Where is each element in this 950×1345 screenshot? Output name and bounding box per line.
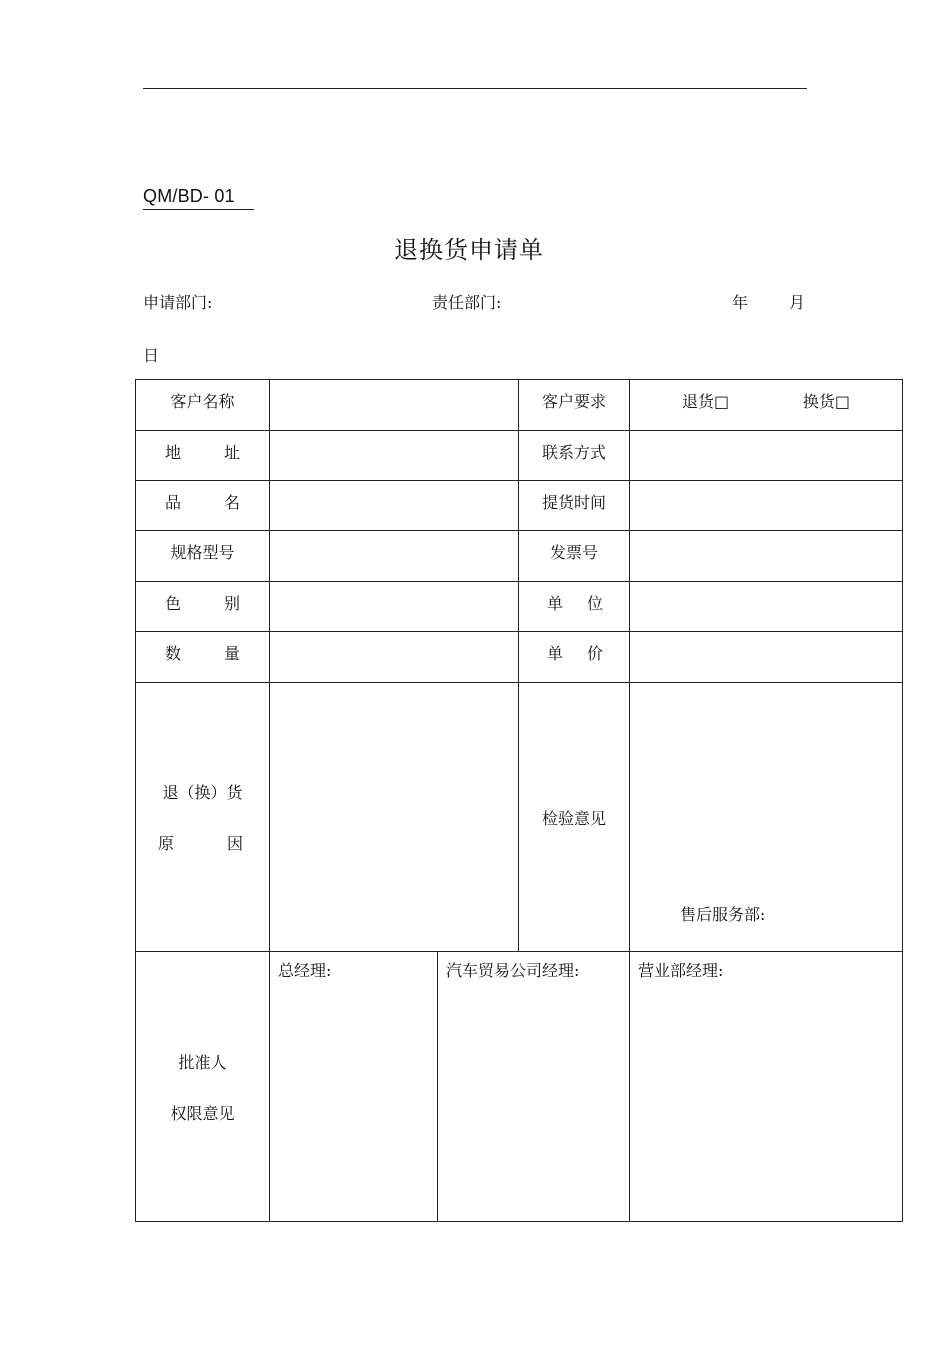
table-row xyxy=(136,531,903,582)
approval-label-line2: 权限意见 xyxy=(170,1103,235,1123)
spec-model-field[interactable] xyxy=(270,531,519,582)
table-row xyxy=(136,481,903,531)
reason-label-char1: 原 xyxy=(158,834,175,853)
address-field[interactable] xyxy=(270,431,519,481)
general-manager-label: 总经理: xyxy=(278,961,332,980)
table-row xyxy=(136,683,903,952)
unit-price-label-char1: 单 xyxy=(547,644,564,663)
reason-field[interactable] xyxy=(270,683,519,952)
table-row xyxy=(136,380,903,431)
unit-field[interactable] xyxy=(630,582,903,632)
invoice-no-field[interactable] xyxy=(630,531,903,582)
month-label: 月 xyxy=(789,293,806,312)
address-label xyxy=(136,431,270,481)
unit-label-char2: 位 xyxy=(586,594,603,613)
product-name-field[interactable] xyxy=(270,481,519,531)
after-sales-dept-label: 售后服务部: xyxy=(680,905,766,924)
return-option-checkbox[interactable]: 退货□ xyxy=(682,392,730,411)
contact-field[interactable] xyxy=(630,431,903,481)
spec-model-label: 规格型号 xyxy=(136,531,270,582)
color-label-char2: 别 xyxy=(223,594,240,613)
unit-price-field[interactable] xyxy=(630,632,903,683)
unit-price-label-char2: 价 xyxy=(586,644,603,663)
general-manager-field[interactable] xyxy=(270,952,438,1222)
unit-price-label xyxy=(519,632,630,683)
unit-label-char1: 单 xyxy=(547,594,564,613)
document-code: QM/BD- 01 xyxy=(143,186,254,210)
product-name-label-char2: 名 xyxy=(223,493,240,512)
unit-label xyxy=(519,582,630,632)
header-rule xyxy=(143,88,807,89)
quantity-label-char2: 量 xyxy=(223,644,240,663)
reason-label-line1: 退（换）货 xyxy=(162,783,243,802)
color-label-char1: 色 xyxy=(165,594,182,613)
sales-dept-manager-label: 营业部经理: xyxy=(638,961,724,980)
resp-dept-label: 责任部门: xyxy=(432,293,502,312)
invoice-no-label: 发票号 xyxy=(519,531,630,582)
table-row xyxy=(136,431,903,481)
table-row xyxy=(136,952,903,1222)
color-field[interactable] xyxy=(270,582,519,632)
address-label-char2: 址 xyxy=(223,443,240,462)
apply-dept-label: 申请部门: xyxy=(143,293,213,312)
reason-label xyxy=(136,683,270,952)
day-label: 日 xyxy=(143,346,160,365)
product-name-label xyxy=(136,481,270,531)
customer-request-field xyxy=(630,380,903,431)
customer-name-label: 客户名称 xyxy=(136,380,270,431)
year-label: 年 xyxy=(732,293,749,312)
approval-label xyxy=(136,952,270,1222)
contact-label: 联系方式 xyxy=(519,431,630,481)
inspection-opinion-field[interactable] xyxy=(630,683,903,952)
customer-name-field[interactable] xyxy=(270,380,519,431)
return-exchange-form xyxy=(135,379,903,1222)
pickup-time-field[interactable] xyxy=(630,481,903,531)
table-row xyxy=(136,632,903,683)
auto-trade-manager-field[interactable] xyxy=(438,952,630,1222)
customer-request-label: 客户要求 xyxy=(519,380,630,431)
address-label-char1: 地 xyxy=(165,443,182,462)
auto-trade-manager-label: 汽车贸易公司经理: xyxy=(446,961,580,980)
pickup-time-label: 提货时间 xyxy=(519,481,630,531)
quantity-label xyxy=(136,632,270,683)
inspection-opinion-label: 检验意见 xyxy=(519,683,630,952)
page-title: 退换货申请单 xyxy=(394,236,544,264)
quantity-field[interactable] xyxy=(270,632,519,683)
quantity-label-char1: 数 xyxy=(165,644,182,663)
color-label xyxy=(136,582,270,632)
product-name-label-char1: 品 xyxy=(165,493,182,512)
sales-dept-manager-field[interactable] xyxy=(630,952,903,1222)
exchange-option-checkbox[interactable]: 换货□ xyxy=(802,392,850,411)
reason-label-char2: 因 xyxy=(226,834,243,853)
approval-label-line1: 批准人 xyxy=(178,1052,227,1072)
table-row xyxy=(136,582,903,632)
